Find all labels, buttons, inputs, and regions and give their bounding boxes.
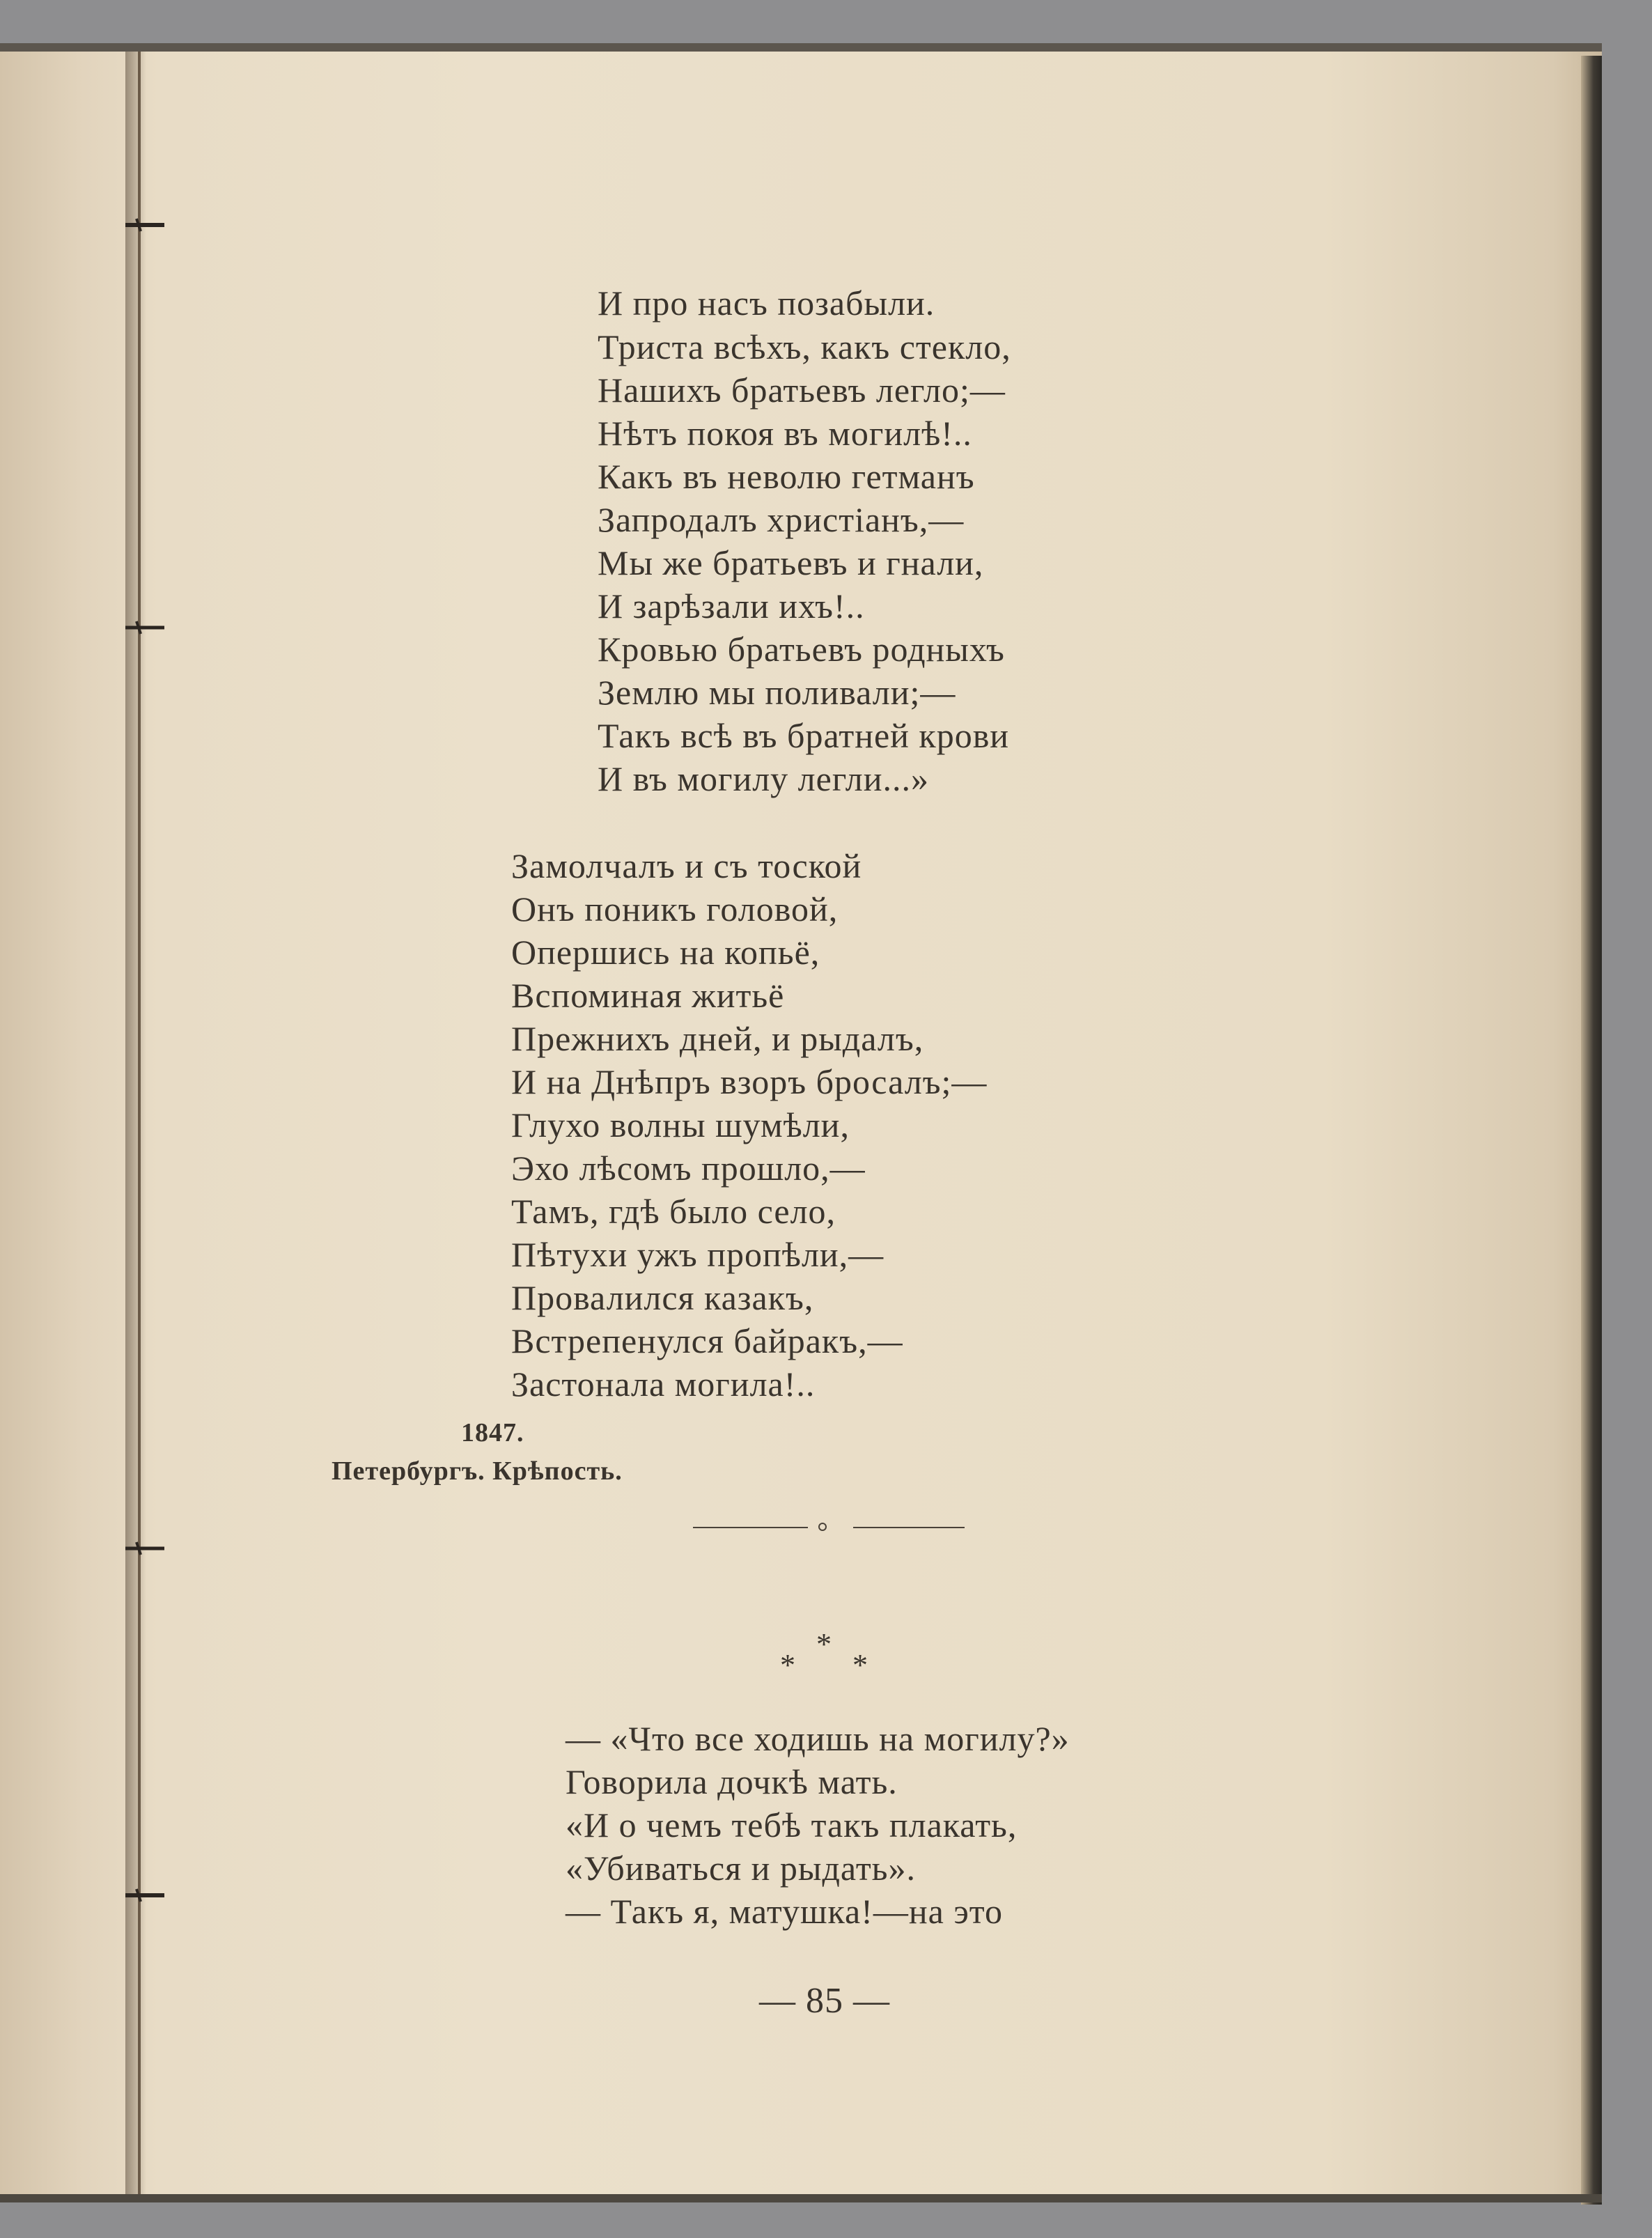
verse-line: И зарѣзали ихъ!.. bbox=[598, 586, 865, 625]
verse-line: И про насъ позабыли. bbox=[598, 283, 935, 323]
asterism bbox=[780, 1626, 878, 1682]
page-bottom-edge bbox=[0, 2194, 1602, 2202]
verse-line: Опершись на копьё, bbox=[511, 933, 820, 972]
verse-line: Нѣтъ покоя въ могилѣ!.. bbox=[598, 414, 972, 453]
verse-line: Пѣтухи ужъ пропѣли,— bbox=[511, 1235, 885, 1274]
spine-edge bbox=[138, 52, 141, 2202]
verse-line: — «Что все ходишь на могилу?» bbox=[566, 1719, 1070, 1758]
divider-rule-left bbox=[693, 1527, 808, 1528]
verse-line: Застонала могила!.. bbox=[511, 1365, 816, 1404]
verse-line: Кровью братьевъ родныхъ bbox=[598, 630, 1005, 669]
poem-place: Петербургъ. Крѣпость. bbox=[332, 1456, 623, 1486]
asterisk-right: * bbox=[852, 1648, 868, 1682]
verse-line: Триста всѣхъ, какъ стекло, bbox=[598, 327, 1011, 366]
divider-circle-icon bbox=[818, 1523, 827, 1531]
verse-line: И въ могилу легли...» bbox=[598, 759, 930, 798]
verse-line: Провалился казакъ, bbox=[511, 1278, 814, 1317]
verse-line: Говорила дочкѣ мать. bbox=[566, 1762, 898, 1801]
verse-line: Онъ поникъ головой, bbox=[511, 889, 839, 928]
asterisk-left: * bbox=[780, 1648, 795, 1682]
page-number: — 85 — bbox=[759, 1981, 890, 2021]
section-divider bbox=[693, 1521, 965, 1534]
spine-shadow bbox=[125, 52, 146, 2202]
binding-stitch-icon bbox=[124, 1539, 166, 1557]
verse-line: Прежнихъ дней, и рыдалъ, bbox=[511, 1019, 924, 1058]
verse-line: Запродалъ христіанъ,— bbox=[598, 500, 965, 539]
verse-line: Тамъ, гдѣ было село, bbox=[511, 1192, 836, 1231]
verse-line: «Убиваться и рыдать». bbox=[566, 1849, 916, 1888]
binding-stitch-icon bbox=[124, 1886, 166, 1904]
verse-line: «И о чемъ тебѣ такъ плакать, bbox=[566, 1805, 1018, 1844]
verse-line: Вспоминая житьё bbox=[511, 976, 785, 1015]
verse-line: — Такъ я, матушка!—на это bbox=[566, 1892, 1004, 1931]
asterisk-top: * bbox=[816, 1627, 832, 1661]
divider-rule-right bbox=[853, 1527, 965, 1528]
verse-line: И на Днѣпръ взоръ бросалъ;— bbox=[511, 1062, 988, 1101]
page-right-edge bbox=[1581, 56, 1602, 2205]
verse-line: Землю мы поливали;— bbox=[598, 673, 956, 712]
binding-stitch-icon bbox=[124, 216, 166, 234]
verse-line: Эхо лѣсомъ прошло,— bbox=[511, 1149, 866, 1188]
verse-line: Замолчалъ и съ тоской bbox=[511, 846, 862, 885]
poem-date: 1847. bbox=[461, 1418, 524, 1447]
verse-line: Такъ всѣ въ братней крови bbox=[598, 716, 1010, 755]
verse-line: Какъ въ неволю гетманъ bbox=[598, 457, 975, 496]
verse-line: Мы же братьевъ и гнали, bbox=[598, 543, 984, 582]
binding-stitch-icon bbox=[124, 619, 166, 637]
verse-line: Встрепенулся байракъ,— bbox=[511, 1321, 903, 1360]
verse-line: Глухо волны шумѣли, bbox=[511, 1105, 850, 1144]
verse-line: Нашихъ братьевъ легло;— bbox=[598, 371, 1006, 410]
